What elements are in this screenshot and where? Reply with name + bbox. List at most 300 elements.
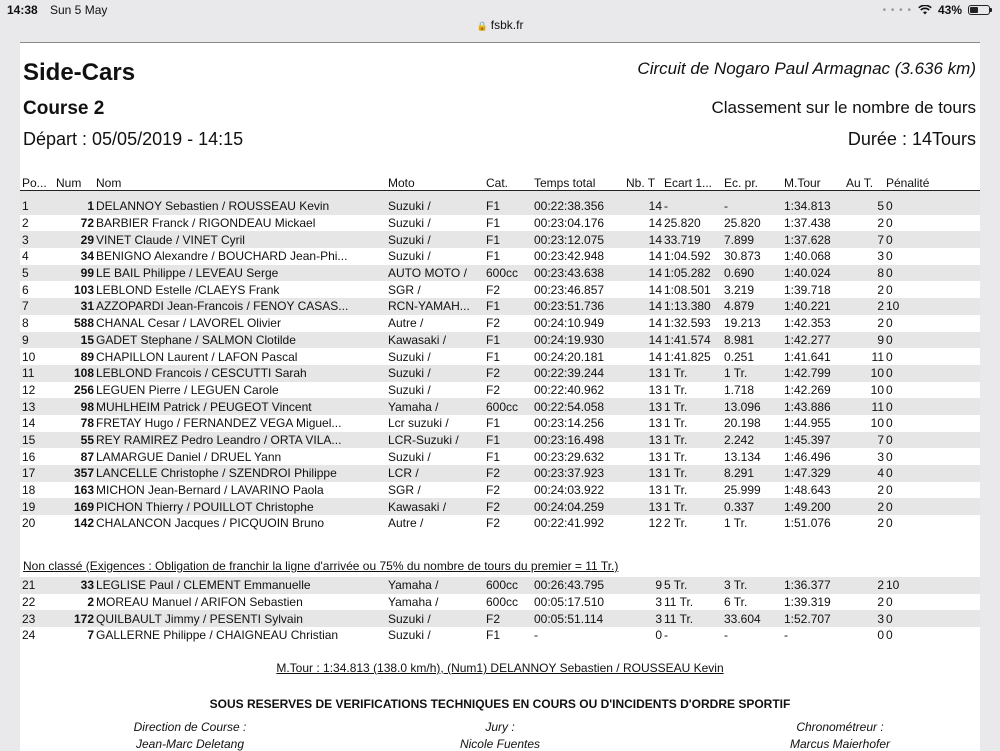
table-row [20, 577, 980, 594]
cell-cat: F2 [484, 465, 532, 482]
cell-ecart1: 25.820 [664, 216, 701, 231]
cell-mtour: 1:34.813 [782, 198, 844, 215]
cell-nom: GADET Stephane / SALMON Clotilde [94, 332, 386, 349]
cell-nom: LEBLOND Francois / CESCUTTI Sarah [94, 365, 386, 382]
cell-temps: 00:22:41.992 [534, 516, 605, 531]
cell-moto: Autre / [388, 516, 424, 531]
cell-nom: LAMARGUE Daniel / DRUEL Yann [96, 449, 282, 464]
battery-icon [968, 5, 990, 15]
table-row [20, 482, 980, 499]
table-row [20, 215, 980, 232]
unclassified-rows [20, 577, 980, 644]
cell-temps: 00:23:42.948 [534, 249, 605, 264]
cell-aut: 5 [844, 198, 884, 215]
cell-nom: VINET Claude / VINET Cyril [94, 231, 386, 248]
cell-mtour: 1:43.886 [782, 398, 844, 415]
cell-pos: 18 [22, 483, 36, 498]
cell-num: 103 [73, 282, 94, 297]
page-title: Side-Cars [23, 59, 136, 86]
cell-num: 142 [73, 516, 94, 531]
cell-aut: 0 [877, 628, 884, 643]
signature-role: Jury : [485, 720, 515, 734]
cell-num: 29 [54, 231, 94, 248]
cell-mtour: - [784, 628, 788, 643]
table-row [20, 594, 980, 611]
table-row [20, 365, 980, 382]
cell-nom: CHANAL Cesar / LAVOREL Olivier [96, 316, 281, 331]
cell-ecpr: 1 Tr. [724, 516, 748, 531]
cell-pos: 1 [20, 198, 54, 215]
cell-num: 163 [73, 483, 94, 498]
cell-aut: 3 [877, 249, 884, 264]
cell-mtour: 1:51.076 [784, 516, 831, 531]
classified-rows [20, 191, 980, 532]
cell-pen: 0 [884, 398, 980, 415]
cell-ecpr: 33.604 [722, 610, 782, 627]
duree-label: Durée : 14Tours [847, 129, 976, 149]
cell-mtour: 1:40.221 [782, 298, 844, 315]
cell-num: 33 [54, 577, 94, 594]
cell-num: 72 [80, 216, 94, 231]
cell-aut: 2 [844, 577, 884, 594]
depart-label: Départ : 05/05/2019 - 14:15 [23, 129, 244, 149]
cell-nbt: 13 [648, 416, 662, 431]
cell-temps: 00:22:54.058 [532, 398, 624, 415]
cell-cat: F2 [486, 282, 501, 297]
cell-temps: 00:24:04.259 [532, 498, 624, 515]
col-header-pos: Po... [22, 176, 47, 190]
signature-direction [100, 720, 280, 751]
cell-nbt: 14 [648, 316, 662, 331]
cell-ecart1: 1:04.592 [664, 249, 711, 264]
cell-pen: 0 [884, 198, 980, 215]
cell-num: 357 [54, 465, 94, 482]
cell-pen: 0 [886, 316, 893, 331]
cell-mtour: 1:39.319 [784, 595, 831, 610]
table-row [20, 610, 980, 627]
cell-aut: 2 [877, 595, 884, 610]
cell-mtour: 1:37.628 [782, 231, 844, 248]
cell-moto: SGR / [388, 483, 421, 498]
cell-pos: 23 [20, 610, 54, 627]
cell-nbt: 13 [648, 382, 662, 397]
cell-num: 2 [87, 595, 94, 610]
table-row [20, 332, 980, 349]
cell-ecpr: 30.873 [724, 249, 761, 264]
cell-nbt: 14 [648, 249, 662, 264]
cell-moto: Autre / [388, 316, 424, 331]
cell-mtour: 1:49.200 [782, 498, 844, 515]
cell-aut: 4 [844, 465, 884, 482]
cell-pos: 7 [20, 298, 54, 315]
cell-pen: 0 [886, 416, 893, 431]
cell-temps: 00:23:51.736 [532, 298, 624, 315]
table-row [20, 198, 980, 215]
col-header-num: Num [56, 176, 82, 190]
cell-nbt: 0 [655, 628, 662, 643]
cell-pen: 0 [886, 382, 893, 397]
cell-ecart1: 1:41.574 [662, 332, 722, 349]
cell-nbt: 3 [655, 595, 662, 610]
cell-cat: F1 [486, 628, 501, 643]
cell-aut: 3 [877, 449, 884, 464]
cell-moto: Suzuki / [388, 349, 431, 364]
cell-ecpr: 19.213 [724, 316, 761, 331]
cell-nom: MUHLHEIM Patrick / PEUGEOT Vincent [94, 398, 386, 415]
cell-nbt: 13 [624, 432, 662, 449]
cell-pen: 0 [886, 595, 893, 610]
signature-jury [420, 720, 580, 751]
col-header-cat: Cat. [486, 176, 509, 190]
cell-nbt: 3 [624, 610, 662, 627]
cell-ecpr: 13.134 [724, 449, 761, 464]
signature-name: Jean-Marc Deletang [135, 737, 245, 751]
cell-aut: 2 [877, 483, 884, 498]
cell-cat: F1 [484, 231, 532, 248]
nonclasse-heading: Non classé (Exigences : Obligation de franchir la ligne d'arrivée ou 75% du nombre de tours du premier = 11 Tr.) [23, 559, 619, 573]
cell-ecart1: 1 Tr. [662, 465, 722, 482]
signature-role: Direction de Course : [133, 720, 247, 734]
cell-pos: 15 [20, 432, 54, 449]
cell-mtour: 1:42.269 [784, 382, 831, 397]
table-row [20, 415, 980, 432]
cell-nbt: 9 [624, 577, 662, 594]
cell-moto: Yamaha / [388, 595, 439, 610]
cell-ecpr: 2.242 [722, 432, 782, 449]
cell-pen: 0 [884, 465, 980, 482]
cell-nbt: 14 [624, 298, 662, 315]
col-header-moto: Moto [388, 176, 415, 190]
cell-pen: 0 [886, 349, 893, 364]
cell-nom: MOREAU Manuel / ARIFON Sebastien [96, 595, 303, 610]
results-table [20, 176, 980, 532]
cell-ecpr: 6 Tr. [724, 595, 748, 610]
cell-nbt: 14 [624, 265, 662, 282]
cell-moto: Suzuki / [386, 198, 484, 215]
cell-mtour: 1:47.329 [782, 465, 844, 482]
cell-ecpr: 0.690 [722, 265, 782, 282]
cell-num: 87 [80, 449, 94, 464]
table-row [20, 298, 980, 315]
cell-moto: Suzuki / [386, 365, 484, 382]
table-row [20, 231, 980, 248]
cell-pen: 0 [884, 231, 980, 248]
cell-temps: 00:24:19.930 [532, 332, 624, 349]
cell-ecpr: 0.251 [724, 349, 755, 364]
table-row [20, 432, 980, 449]
cell-moto: Suzuki / [386, 231, 484, 248]
cell-aut: 2 [877, 282, 884, 297]
cell-cat: F2 [484, 365, 532, 382]
cell-pos: 6 [22, 282, 29, 297]
cell-pen: 0 [886, 282, 893, 297]
course-title: Course 2 [23, 98, 105, 119]
cell-num: 108 [54, 365, 94, 382]
cell-aut: 2 [844, 298, 884, 315]
cell-pos: 16 [22, 449, 36, 464]
cell-num: 172 [54, 610, 94, 627]
cell-moto: Kawasaki / [386, 332, 484, 349]
cell-cat: F2 [484, 610, 532, 627]
cell-temps: 00:23:14.256 [534, 416, 605, 431]
col-header-mtour: M.Tour [784, 176, 821, 190]
cell-moto: Suzuki / [388, 628, 431, 643]
cell-num: 89 [80, 349, 94, 364]
cell-moto: Lcr suzuki / [388, 416, 449, 431]
cell-ecart1: 11 Tr. [664, 595, 694, 610]
cell-ecpr: 8.291 [722, 465, 782, 482]
cell-ecpr: 1.718 [724, 382, 755, 397]
cell-ecpr: 8.981 [722, 332, 782, 349]
cell-nbt: 14 [624, 332, 662, 349]
cell-nbt: 12 [648, 516, 662, 531]
cell-pen: 0 [886, 516, 893, 531]
signature-chrono [750, 720, 930, 751]
cell-pos: 3 [20, 231, 54, 248]
cell-moto: RCN-YAMAH... [386, 298, 484, 315]
cell-nom: MICHON Jean-Bernard / LAVARINO Paola [96, 483, 324, 498]
cell-pen: 10 [884, 577, 980, 594]
cell-pos: 12 [22, 382, 36, 397]
cell-ecart1: 1 Tr. [664, 483, 688, 498]
cell-pos: 9 [20, 332, 54, 349]
cell-pen: 0 [886, 628, 893, 643]
cell-moto: Suzuki / [388, 382, 431, 397]
cell-mtour: 1:44.955 [784, 416, 831, 431]
cell-temps: 00:23:12.075 [532, 231, 624, 248]
cell-nom: LEGLISE Paul / CLEMENT Emmanuelle [94, 577, 386, 594]
cell-ecpr: 4.879 [722, 298, 782, 315]
col-header-ecpr: Ec. pr. [724, 176, 759, 190]
cell-moto: Yamaha / [386, 577, 484, 594]
cell-ecart1: 1:13.380 [662, 298, 722, 315]
cell-cat: F2 [486, 516, 501, 531]
table-row [20, 248, 980, 265]
cell-aut: 2 [877, 216, 884, 231]
table-row [20, 498, 980, 515]
unclassified-table [20, 577, 980, 644]
cell-temps: 00:22:38.356 [532, 198, 624, 215]
cell-cat: 600cc [484, 398, 532, 415]
cell-num: 78 [80, 416, 94, 431]
cell-ecpr: 3 Tr. [722, 577, 782, 594]
table-row [20, 348, 980, 365]
cell-nom: DELANNOY Sebastien / ROUSSEAU Kevin [94, 198, 386, 215]
table-row [20, 515, 980, 532]
cell-pen: 0 [886, 483, 893, 498]
table-row [20, 465, 980, 482]
cell-nom: AZZOPARDI Jean-Francois / FENOY CASAS... [94, 298, 386, 315]
col-header-temps: Temps total [534, 176, 596, 190]
cell-ecart1: - [664, 628, 668, 643]
cell-pos: 10 [22, 349, 36, 364]
cell-nom: REY RAMIREZ Pedro Leandro / ORTA VILA... [94, 432, 386, 449]
cell-ecart1: - [662, 198, 722, 215]
cell-pos: 2 [22, 216, 29, 231]
cell-nom: BENIGNO Alexandre / BOUCHARD Jean-Phi... [96, 249, 348, 264]
cell-temps: 00:23:04.176 [534, 216, 605, 231]
cell-moto: Suzuki / [388, 449, 431, 464]
cell-nbt: 14 [624, 231, 662, 248]
cell-ecart1: 1 Tr. [664, 382, 688, 397]
cell-num: 99 [54, 265, 94, 282]
cell-pen: 10 [884, 298, 980, 315]
cell-pos: 17 [20, 465, 54, 482]
cell-pos: 19 [20, 498, 54, 515]
table-row [20, 627, 980, 644]
cell-ecart1: 1:32.593 [664, 316, 711, 331]
cell-num: 98 [54, 398, 94, 415]
cell-aut: 3 [844, 610, 884, 627]
cell-nbt: 14 [624, 198, 662, 215]
cell-moto: Yamaha / [386, 398, 484, 415]
status-date: Sun 5 May [50, 3, 108, 17]
cell-temps: 00:05:51.114 [532, 610, 624, 627]
circuit-name: Circuit de Nogaro Paul Armagnac (3.636 km) [637, 59, 976, 78]
cell-temps: 00:24:20.181 [534, 349, 605, 364]
cell-ecart1: 1 Tr. [664, 449, 688, 464]
cell-cat: F1 [486, 249, 501, 264]
cell-nbt: 13 [624, 498, 662, 515]
signature-name: Marcus Maierhofer [789, 737, 891, 751]
cell-aut: 10 [844, 365, 884, 382]
cell-num: 34 [80, 249, 94, 264]
lock-icon: 🔒 [476, 21, 488, 31]
cell-aut: 10 [870, 416, 884, 431]
cell-cat: F2 [486, 483, 501, 498]
cell-pos: 13 [20, 398, 54, 415]
cell-num: 15 [54, 332, 94, 349]
cell-nom: LEBLOND Estelle /CLAEYS Frank [96, 282, 280, 297]
cell-temps: 00:26:43.795 [532, 577, 624, 594]
cell-num: 169 [54, 498, 94, 515]
cell-aut: 11 [844, 398, 884, 415]
cell-ecart1: 33.719 [662, 231, 722, 248]
cell-ecart1: 11 Tr. [662, 610, 722, 627]
col-header-aut: Au T. [846, 176, 874, 190]
cell-num: 55 [54, 432, 94, 449]
cell-pen: 0 [886, 449, 893, 464]
cell-pen: 0 [884, 610, 980, 627]
col-header-ecart: Ecart 1... [664, 176, 713, 190]
cell-nbt: 14 [648, 216, 662, 231]
best-lap-summary: M.Tour : 1:34.813 (138.0 km/h), (Num1) DELANNOY Sebastien / ROUSSEAU Kevin [276, 661, 724, 675]
cell-pen: 0 [884, 498, 980, 515]
url-text: fsbk.fr [490, 18, 524, 32]
cell-nbt: 13 [648, 449, 662, 464]
cell-ecart1: 1:41.825 [664, 349, 711, 364]
cell-cat: F2 [486, 316, 501, 331]
status-time: 14:38 [7, 3, 38, 17]
cell-num: 588 [73, 316, 94, 331]
cell-ecpr: 13.096 [722, 398, 782, 415]
cell-ecart1: 1:05.282 [662, 265, 722, 282]
cell-pos: 22 [22, 595, 36, 610]
cell-aut: 7 [844, 432, 884, 449]
signature-name: Nicole Fuentes [459, 737, 541, 751]
cell-nom: CHALANCON Jacques / PICQUOIN Bruno [96, 516, 325, 531]
cell-aut: 2 [877, 516, 884, 531]
cell-nom: FRETAY Hugo / FERNANDEZ VEGA Miguel... [96, 416, 342, 431]
table-row [20, 398, 980, 415]
results-page [20, 42, 980, 751]
cell-cat: F1 [486, 216, 501, 231]
cell-nom: GALLERNE Philippe / CHAIGNEAU Christian [96, 628, 339, 643]
cell-cat: F1 [484, 432, 532, 449]
cell-pen: 0 [884, 265, 980, 282]
cell-ecart1: 2 Tr. [664, 516, 688, 531]
cell-cat: F1 [486, 349, 501, 364]
cell-nom: PICHON Thierry / POUILLOT Christophe [94, 498, 386, 515]
cell-mtour: 1:36.377 [782, 577, 844, 594]
ios-status-bar [0, 0, 1000, 20]
cell-ecpr: 3.219 [724, 282, 755, 297]
address-bar[interactable] [0, 18, 1000, 36]
cell-aut: 9 [844, 332, 884, 349]
cell-temps: 00:24:03.922 [534, 483, 605, 498]
cell-temps: - [534, 628, 538, 643]
cell-pos: 14 [22, 416, 36, 431]
cell-nbt: 14 [648, 349, 662, 364]
cell-aut: 8 [844, 265, 884, 282]
cell-ecart1: 5 Tr. [662, 577, 722, 594]
cell-temps: 00:23:37.923 [532, 465, 624, 482]
cell-num: 1 [54, 198, 94, 215]
col-header-nbt: Nb. T [626, 176, 656, 190]
cell-pos: 4 [22, 249, 29, 264]
cell-aut: 7 [844, 231, 884, 248]
cell-mtour: 1:52.707 [782, 610, 844, 627]
cell-ecpr: - [724, 628, 728, 643]
cell-ecart1: 1 Tr. [662, 365, 722, 382]
cell-cat: F1 [484, 332, 532, 349]
cell-cat: 600cc [486, 595, 519, 610]
cell-moto: LCR / [386, 465, 484, 482]
cell-nbt: 13 [624, 365, 662, 382]
cell-temps: 00:24:10.949 [534, 316, 605, 331]
cell-temps: 00:23:16.498 [532, 432, 624, 449]
cell-mtour: 1:45.397 [782, 432, 844, 449]
cell-nom: CHAPILLON Laurent / LAFON Pascal [96, 349, 298, 364]
cell-cat: 600cc [484, 265, 532, 282]
battery-percent: 43% [937, 3, 962, 17]
cell-ecart1: 1 Tr. [662, 498, 722, 515]
cell-num: 256 [73, 382, 94, 397]
cell-temps: 00:05:17.510 [534, 595, 605, 610]
cell-mtour: 1:41.641 [784, 349, 831, 364]
cell-mtour: 1:46.496 [784, 449, 831, 464]
cell-ecart1: 1:08.501 [664, 282, 711, 297]
cell-nbt: 14 [648, 282, 662, 297]
wifi-icon [918, 5, 932, 15]
classification-label: Classement sur le nombre de tours [711, 98, 976, 117]
cell-ecart1: 1 Tr. [662, 432, 722, 449]
cell-cat: F2 [484, 498, 532, 515]
cell-nom: QUILBAULT Jimmy / PESENTI Sylvain [94, 610, 386, 627]
cell-mtour: 1:48.643 [784, 483, 831, 498]
cell-cat: F1 [486, 449, 501, 464]
multitask-dots-icon[interactable]: • • • • [882, 4, 912, 16]
cell-cat: F1 [484, 298, 532, 315]
col-header-penalite: Pénalité [886, 176, 930, 190]
cell-nom: LE BAIL Philippe / LEVEAU Serge [94, 265, 386, 282]
cell-ecpr: 25.820 [724, 216, 761, 231]
cell-pen: 0 [884, 365, 980, 382]
cell-pen: 0 [886, 249, 893, 264]
cell-ecpr: 20.198 [724, 416, 761, 431]
cell-num: 31 [54, 298, 94, 315]
cell-aut: 10 [870, 382, 884, 397]
